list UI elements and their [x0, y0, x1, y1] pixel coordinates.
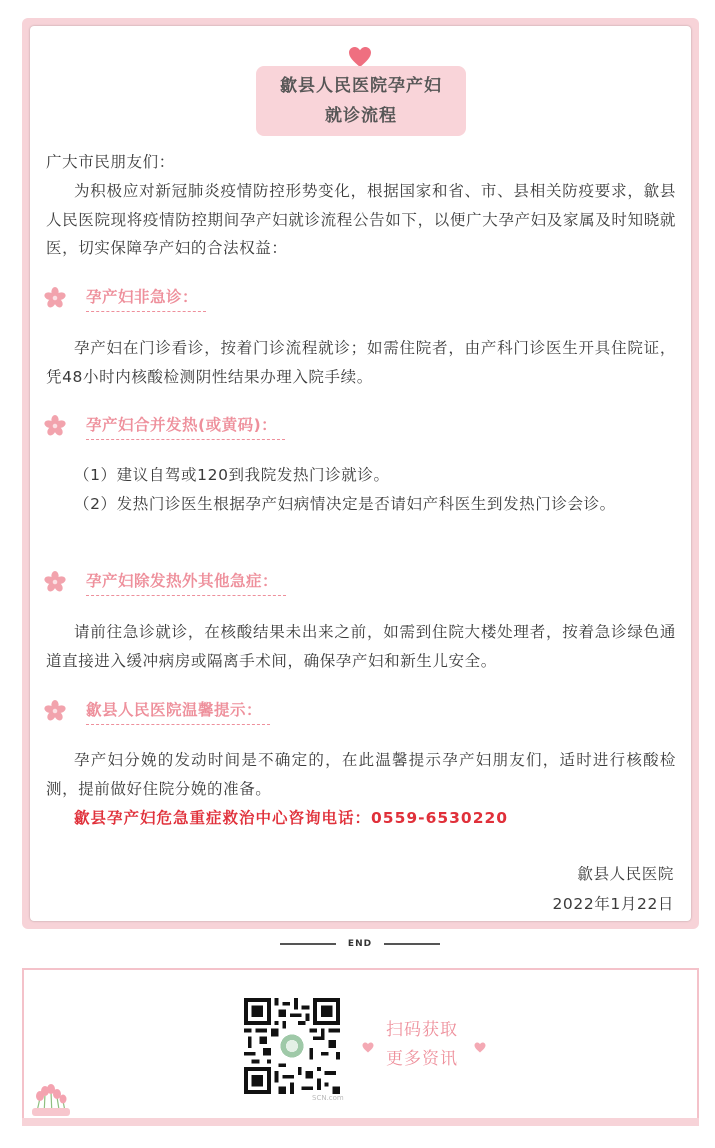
section-heading-tips — [44, 694, 270, 728]
intro-paragraph: 为积极应对新冠肺炎疫情防控形势变化，根据国家和省、市、县相关防疫要求，歙县人民医院现将疫情防控期间孕产妇就诊流程公告如下，以便广大孕产妇及家属及时知晓就医，切实保障孕产妇的合法权益： — [46, 182, 676, 257]
section-title: 孕产妇非急诊： — [86, 285, 206, 312]
flower-icon — [44, 287, 66, 309]
end-label: END — [347, 939, 373, 949]
heart-icon — [362, 1042, 374, 1053]
section-title: 孕产妇合并发热(或黄码)： — [86, 413, 285, 440]
hotline-text: 歙县孕产妇危急重症救治中心咨询电话：0559-6530220 — [74, 809, 509, 827]
end-divider — [280, 936, 440, 952]
divider-line — [280, 943, 336, 945]
scan-line-1: 扫码获取 — [386, 1020, 458, 1040]
section-paragraph: 请前往急诊就诊，在核酸结果未出来之前，如需到住院大楼处理者，按着急诊绿色通道直接进入缓冲病房或隔离手术间，确保孕产妇和新生儿安全。 — [46, 623, 676, 670]
signature-org: 歙县人民医院 — [577, 865, 674, 883]
flower-icon — [44, 415, 66, 437]
qr-code[interactable] — [244, 998, 340, 1094]
title-line-2: 就诊流程 — [325, 106, 397, 126]
qr-caption: SCN.com — [312, 1094, 344, 1102]
divider-line — [384, 943, 440, 945]
heart-icon — [474, 1042, 486, 1053]
section-heading-non-emergency — [44, 281, 206, 315]
scan-prompt — [380, 1016, 464, 1074]
signature-date: 2022年1月22日 — [552, 895, 674, 913]
section-paragraph: （1）建议自驾或120到我院发热门诊就诊。 — [74, 466, 390, 484]
scan-line-2: 更多资讯 — [386, 1049, 458, 1069]
flower-icon — [44, 700, 66, 722]
tulip-bouquet-icon — [26, 1078, 74, 1116]
heart-icon — [348, 46, 372, 68]
flower-icon — [44, 571, 66, 593]
section-paragraph: 孕产妇在门诊看诊，按着门诊流程就诊；如需住院者，由产科门诊医生开具住院证，凭48小时内核酸检测阴性结果办理入院手续。 — [46, 339, 676, 386]
title-box — [256, 66, 466, 136]
title-line-1: 歙县人民医院孕产妇 — [280, 76, 442, 96]
section-title: 歙县人民医院温馨提示： — [86, 698, 270, 725]
section-paragraph: 孕产妇分娩的发动时间是不确定的，在此温馨提示孕产妇朋友们，适时进行核酸检测，提前做好住院分娩的准备。 — [46, 751, 676, 798]
section-title: 孕产妇除发热外其他急症： — [86, 569, 286, 596]
greeting: 广大市民朋友们： — [46, 153, 175, 171]
section-heading-other-emergency — [44, 565, 286, 599]
qr-section — [22, 968, 699, 1120]
bottom-strip — [22, 1118, 699, 1126]
section-paragraph: （2）发热门诊医生根据孕产妇病情决定是否请妇产科医生到发热门诊会诊。 — [74, 495, 616, 513]
section-heading-fever — [44, 409, 285, 443]
